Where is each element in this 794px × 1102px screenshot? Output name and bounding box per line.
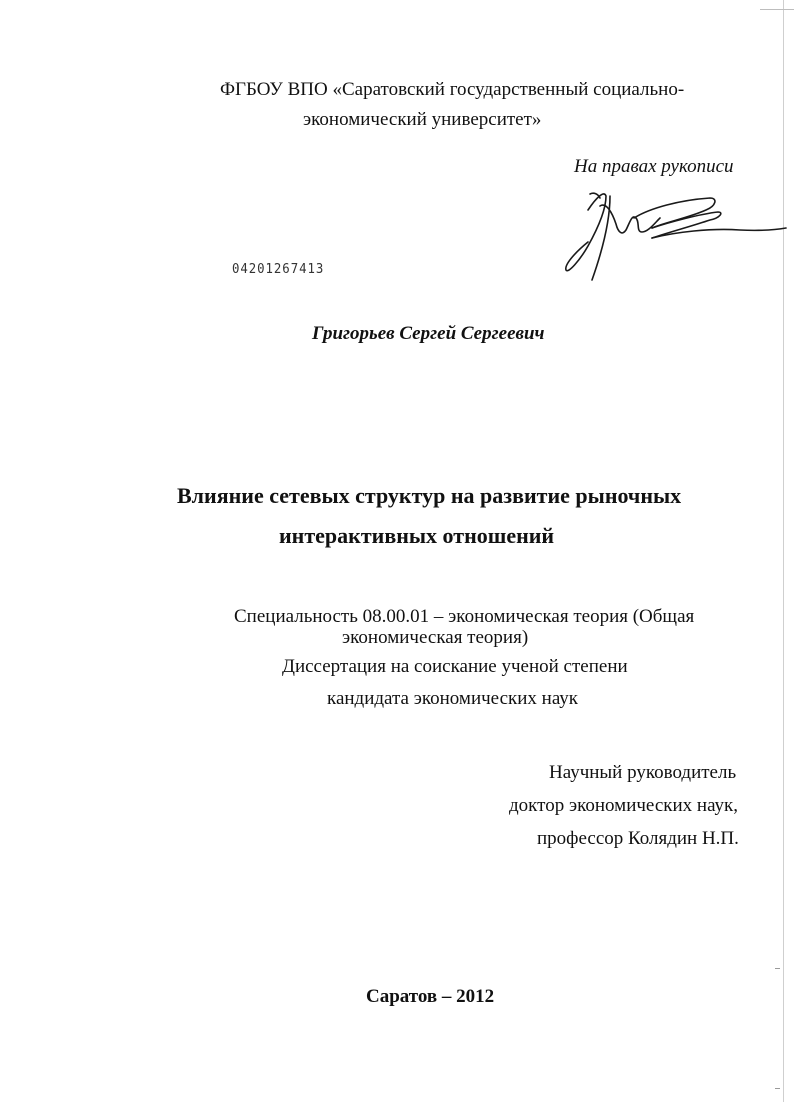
supervisor-line-3: профессор Колядин Н.П. <box>537 828 739 849</box>
title-line-2: интерактивных отношений <box>279 523 555 548</box>
dissertation-line-2: кандидата экономических наук <box>327 688 579 709</box>
author-name: Григорьев Сергей Сергеевич <box>312 323 545 344</box>
institution-line-2: экономический университет» <box>303 109 542 130</box>
registration-number: 04201267413 <box>232 262 325 277</box>
specialty-line-2: экономическая теория) <box>342 627 529 648</box>
institution-line-1: ФГБОУ ВПО «Саратовский государственный социально- <box>220 79 685 100</box>
title-line-1: Влияние сетевых структур на развитие рыночных <box>177 483 682 508</box>
manuscript-note: На правах рукописи <box>574 156 734 177</box>
specialty-line-1: Специальность 08.00.01 – экономическая теория (Общая <box>234 606 695 627</box>
scan-edge-tick <box>775 1088 780 1089</box>
city-year: Саратов – 2012 <box>366 986 495 1007</box>
scan-edge-tick <box>775 968 780 969</box>
supervisor-line-2: доктор экономических наук, <box>509 795 739 816</box>
supervisor-line-1: Научный руководитель <box>549 762 737 783</box>
scan-edge-line <box>783 0 784 1102</box>
scan-top-mark <box>760 9 794 10</box>
signature-image <box>560 188 790 288</box>
dissertation-line-1: Диссертация на соискание ученой степени <box>282 656 628 677</box>
